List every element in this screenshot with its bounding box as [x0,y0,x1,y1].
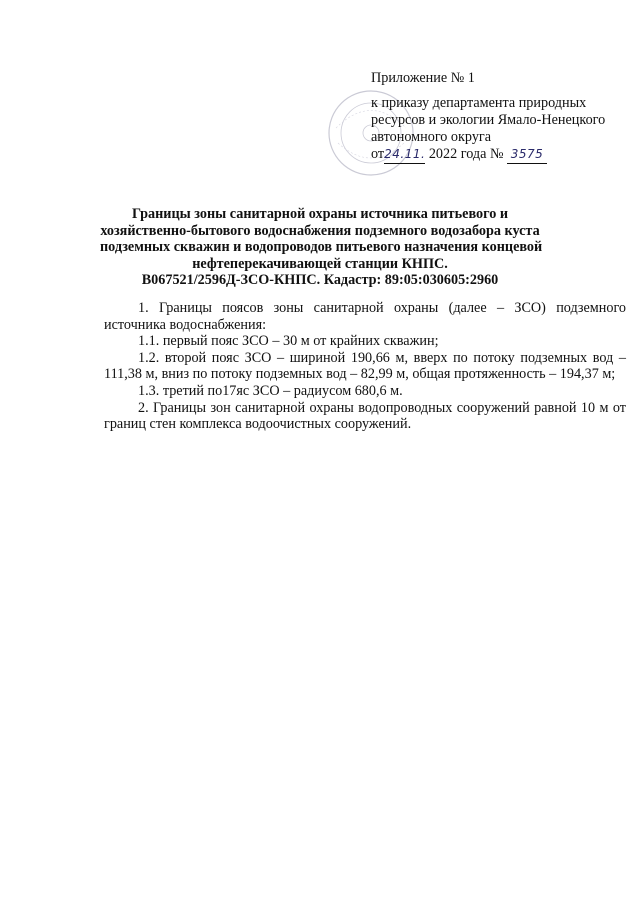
handwritten-date: 24.11. [384,146,425,164]
paragraph: 1.1. первый пояс ЗСО – 30 м от крайних скважин; [138,333,439,350]
title-line: Границы зоны санитарной охраны источника питьевого и [131,206,509,222]
appendix-line: автономного округа [371,129,492,145]
title-line: В067521/2596Д-ЗСО-КНПС. Кадастр: 89:05:030605:2960 [141,272,499,288]
document-title [100,206,543,289]
paragraph: 1.3. третий по17яс ЗСО – радиусом 680,6 м. [138,382,403,399]
paragraph: 1.2. второй пояс ЗСО – шириной 190,66 м, вверх по потоку подземных вод – 111,38 м, вниз по потоку подземных вод – 82,99 м, общая протяженность – 194,37 м; [104,349,626,383]
paragraph: 2. Границы зон санитарной охраны водопроводных сооружений равной 10 м от границ стен комплекса водоочистных сооружений. [104,399,626,433]
handwritten-order-number: 3575 [507,146,547,164]
appendix-line: ресурсов и экологии Ямало-Ненецкого [371,112,606,128]
document-body [104,300,626,433]
title-line: нефтеперекачивающей станции КНПС. [192,255,448,272]
appendix-title: Приложение № 1 [371,70,475,86]
appendix-date-line [371,146,631,164]
date-prefix: от [371,146,385,162]
title-line: подземных скважин и водопроводов питьевого назначения концевой [100,239,543,255]
paragraph: 1. Границы поясов зоны санитарной охраны (далее – ЗСО) подземного источника водоснабжения: [104,300,626,333]
title-line: хозяйственно-бытового водоснабжения подземного водозабора куста [100,222,540,239]
appendix-block [371,70,631,164]
appendix-line: к приказу департамента природных [371,95,587,111]
date-suffix: 2022 года № [428,146,504,162]
